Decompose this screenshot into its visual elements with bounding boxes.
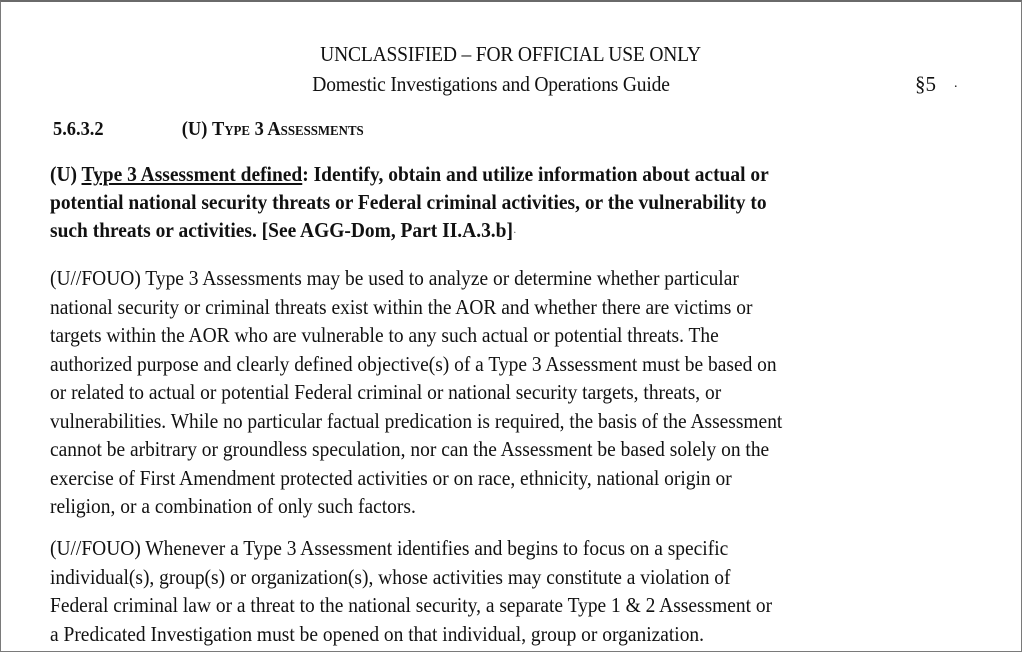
- paragraph-line: religion, or a combination of only such factors.: [50, 494, 416, 518]
- guide-title: Domestic Investigations and Operations Guide: [312, 72, 670, 96]
- body-paragraph-2: [50, 534, 955, 648]
- definition-term: Type 3 Assessment defined: [81, 162, 303, 186]
- paragraph-line: a Predicated Investigation must be opened on that individual, group or organization.: [50, 621, 705, 646]
- paragraph-line: (U//FOUO) Type 3 Assessments may be used to analyze or determine whether particular: [50, 266, 739, 290]
- paragraph-line: Federal criminal law or a threat to the national security, a separate Type 1 & 2 Assessment or: [50, 593, 773, 617]
- classification-banner: UNCLASSIFIED – FOR OFFICIAL USE ONLY: [320, 42, 701, 66]
- section-title: Type 3 Assessments: [211, 118, 364, 140]
- paragraph-line: individual(s), group(s) or organization(s), whose activities may constitute a violation of: [50, 564, 731, 589]
- trailing-mark: ·: [512, 225, 517, 240]
- section-marker-dot: .: [954, 76, 958, 91]
- paragraph-line: exercise of First Amendment protected activities or on race, ethnicity, national origin or: [50, 465, 732, 490]
- paragraph-line: targets within the AOR who are vulnerable to any such actual or potential threats. The: [50, 323, 719, 347]
- paragraph-line: authorized purpose and clearly defined objective(s) of a Type 3 Assessment must be based on: [50, 351, 777, 376]
- definition-line: [50, 160, 955, 188]
- section-marker: §5: [915, 72, 936, 96]
- definition-line: [50, 216, 955, 246]
- section-number: 5.6.3.2: [53, 118, 104, 140]
- definition-text: Identify, obtain and utilize information about actual or: [308, 162, 769, 186]
- paragraph-line: vulnerabilities. While no particular factual predication is required, the basis of the Assessment: [50, 408, 783, 433]
- section-prefix: (U): [181, 118, 212, 140]
- definition-prefix: (U): [50, 162, 82, 186]
- paragraph-line: national security or criminal threats exist within the AOR and whether there are victims or: [50, 294, 753, 319]
- paragraph-line: or related to actual or potential Federal criminal or national security targets, threats, or: [50, 380, 722, 404]
- paragraph-line: (U//FOUO) Whenever a Type 3 Assessment identifies and begins to focus on a specific: [50, 536, 729, 560]
- definition-colon: :: [302, 162, 309, 186]
- body-paragraph-1: [50, 264, 955, 521]
- paragraph-line: cannot be arbitrary or groundless speculation, nor can the Assessment be based solely on the: [50, 437, 770, 461]
- definition-text: such threats or activities. [See AGG-Dom, Part II.A.3.b]: [50, 218, 513, 242]
- definition-paragraph: [50, 160, 955, 246]
- definition-line: potential national security threats or Federal criminal activities, or the vulnerability to: [50, 190, 767, 214]
- section-heading: [53, 118, 364, 141]
